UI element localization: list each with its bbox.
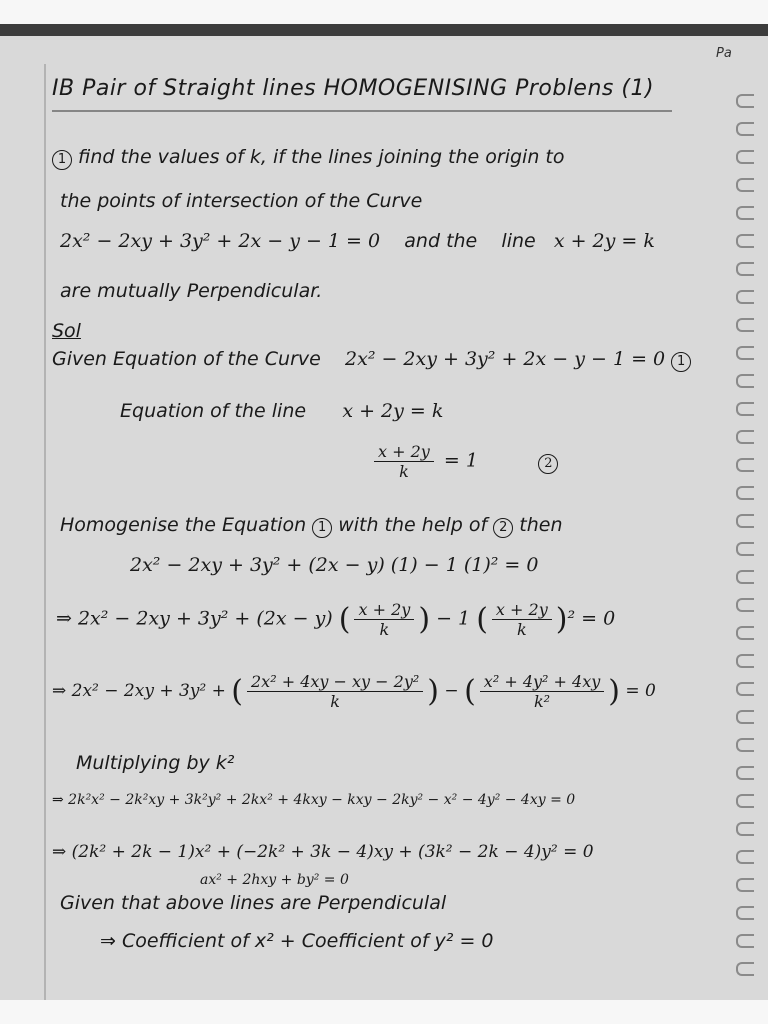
title-underline <box>52 110 672 112</box>
margin-line <box>44 64 46 1000</box>
step-5: ⇒ (2k² + 2k − 1)x² + (−2k² + 3k − 4)xy + (3k² − 2k − 4)y² = 0 <box>52 842 594 862</box>
question-line-1: 1 find the values of k, if the lines joining the origin to <box>52 146 565 170</box>
spiral-binding <box>730 94 760 994</box>
line-equation-row: Equation of the line x + 2y = k <box>120 400 444 422</box>
question-number: 1 <box>52 150 72 170</box>
step-3: ⇒ 2x² − 2xy + 3y² + ( $\frac{\text{2x² + 4xy − xy − 2y²}}{k}$ ) − ( $\frac{\text{x² + 4y² + 4xy}}{\text{k²}}$ ) = 0 <box>52 672 656 711</box>
curve-equation: 2x² − 2xy + 3y² + 2x − y − 1 = 0 <box>60 230 381 252</box>
question-line-3: 2x² − 2xy + 3y² + 2x − y − 1 = 0 and the line x + 2y = k <box>60 230 655 252</box>
top-bar <box>0 0 768 24</box>
page-marker: Pa <box>716 46 732 61</box>
step-2: ⇒ 2x² − 2xy + 3y² + (2x − y) ( $\frac{x + 2y}{k}$ ) − 1 ( $\frac{x + 2y}{k}$ )² = 0 <box>56 600 616 639</box>
page-title: IB Pair of Straight lines HOMOGENISING Problens (1) <box>52 76 655 101</box>
conclusion: ⇒ Coefficient of x² + Coefficient of y² = 0 <box>100 930 494 952</box>
line-fraction: $\frac{x + 2y}{k}$ <box>374 442 434 481</box>
equation-ref-1: 1 <box>671 352 691 372</box>
multiplying-text: Multiplying by k² <box>76 752 235 774</box>
given-curve: Given Equation of the Curve 2x² − 2xy + 3y² + 2x − y − 1 = 0 1 <box>52 348 691 372</box>
given-that: Given that above lines are Perpendiculal <box>60 892 447 914</box>
bottom-bar <box>0 1000 768 1024</box>
step-1: 2x² − 2xy + 3y² + (2x − y) (1) − 1 (1)² = 0 <box>130 554 539 576</box>
general-form: ax² + 2hxy + by² = 0 <box>200 872 349 888</box>
homogenise-instruction: Homogenise the Equation 1 with the help of 2 then <box>60 514 563 536</box>
line-fraction-row: $\frac{x + 2y}{k}$ = 1 2 <box>370 442 558 481</box>
notebook-page <box>0 24 768 1000</box>
question-line-4: are mutually Perpendicular. <box>60 280 323 302</box>
line-equation: x + 2y = k <box>553 230 655 252</box>
equation-ref-2: 2 <box>538 454 558 474</box>
step-4: ⇒ 2k²x² − 2k²xy + 3k²y² + 2kx² + 4kxy − kxy − 2ky² − x² − 4y² − 4xy = 0 <box>52 792 576 808</box>
question-line-2: the points of intersection of the Curve <box>60 190 423 212</box>
solution-label: Sol <box>52 320 81 342</box>
